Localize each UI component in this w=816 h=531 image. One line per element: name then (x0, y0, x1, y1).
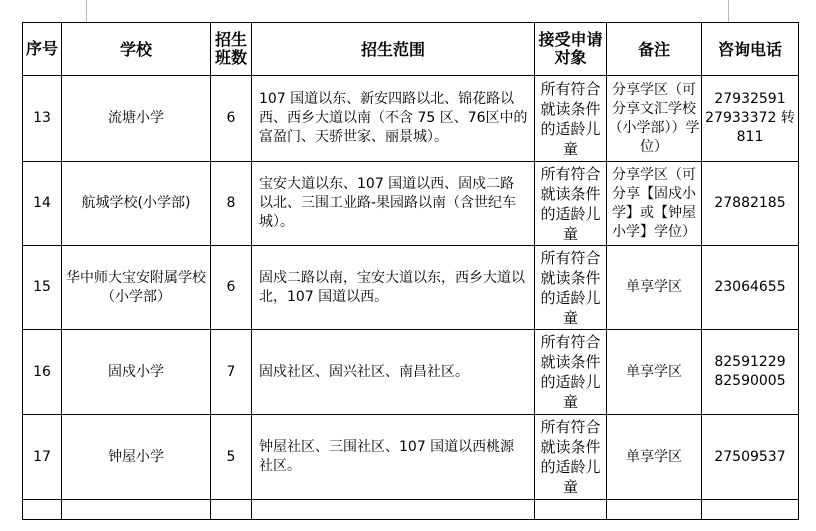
cell-phone: 23064655 (702, 246, 799, 330)
header-scope: 招生范围 (252, 23, 535, 76)
cell-scope: 固戍二路以南，宝安大道以东，西乡大道以北，107 国道以西。 (252, 246, 535, 330)
cell-empty (702, 500, 799, 520)
cell-target: 所有符合就读条件的适龄儿童 (535, 162, 607, 246)
cell-school: 钟屋小学 (62, 415, 211, 500)
cell-note: 单享学区 (607, 415, 702, 500)
cell-scope: 107 国道以东、新安四路以北、锦花路以西、西乡大道以南（不含 75 区、76区中的富盈门、天骄世家、丽景城）。 (252, 76, 535, 162)
cell-school: 固戍小学 (62, 330, 211, 415)
cell-target: 所有符合就读条件的适龄儿童 (535, 246, 607, 330)
cell-school: 华中师大宝安附属学校（小学部） (62, 246, 211, 330)
cell-empty (535, 500, 607, 520)
header-target: 接受申请对象 (535, 23, 607, 76)
page-edge-mark-left (86, 0, 87, 22)
page-edge-mark-right (728, 0, 729, 22)
header-classes: 招生班数 (211, 23, 252, 76)
cell-scope: 固戍社区、固兴社区、南昌社区。 (252, 330, 535, 415)
cell-phone: 27932591 27933372 转811 (702, 76, 799, 162)
cell-seq: 17 (23, 415, 62, 500)
table-row (23, 330, 799, 415)
cell-seq: 15 (23, 246, 62, 330)
header-note: 备注 (607, 23, 702, 76)
table-row-partial (23, 500, 799, 520)
table-row (23, 246, 799, 330)
cell-note: 单享学区 (607, 330, 702, 415)
cell-note: 单享学区 (607, 246, 702, 330)
cell-seq: 14 (23, 162, 62, 246)
cell-note: 分享学区（可分享【固戍小学】或【钟屋小学】学位） (607, 162, 702, 246)
cell-classes: 8 (211, 162, 252, 246)
cell-scope: 宝安大道以东、107 国道以西、固戍二路以北、三围工业路-果园路以南（含世纪车城）。 (252, 162, 535, 246)
cell-empty (607, 500, 702, 520)
cell-seq: 13 (23, 76, 62, 162)
cell-empty (62, 500, 211, 520)
header-seq: 序号 (23, 23, 62, 76)
enrollment-table (22, 22, 799, 520)
table-header-row (23, 23, 799, 76)
cell-classes: 6 (211, 76, 252, 162)
cell-empty (23, 500, 62, 520)
cell-phone: 27882185 (702, 162, 799, 246)
cell-seq: 16 (23, 330, 62, 415)
header-phone: 咨询电话 (702, 23, 799, 76)
cell-scope: 钟屋社区、三围社区、107 国道以西桃源社区。 (252, 415, 535, 500)
cell-classes: 5 (211, 415, 252, 500)
table-row (23, 162, 799, 246)
cell-school: 流塘小学 (62, 76, 211, 162)
cell-note: 分享学区（可分享文汇学校（小学部））学位） (607, 76, 702, 162)
cell-target: 所有符合就读条件的适龄儿童 (535, 415, 607, 500)
cell-school: 航城学校(小学部) (62, 162, 211, 246)
cell-empty (252, 500, 535, 520)
cell-phone: 27509537 (702, 415, 799, 500)
cell-phone: 82591229 82590005 (702, 330, 799, 415)
cell-target: 所有符合就读条件的适龄儿童 (535, 76, 607, 162)
cell-classes: 6 (211, 246, 252, 330)
cell-classes: 7 (211, 330, 252, 415)
cell-empty (211, 500, 252, 520)
table-row (23, 76, 799, 162)
header-school: 学校 (62, 23, 211, 76)
cell-target: 所有符合就读条件的适龄儿童 (535, 330, 607, 415)
table-row (23, 415, 799, 500)
